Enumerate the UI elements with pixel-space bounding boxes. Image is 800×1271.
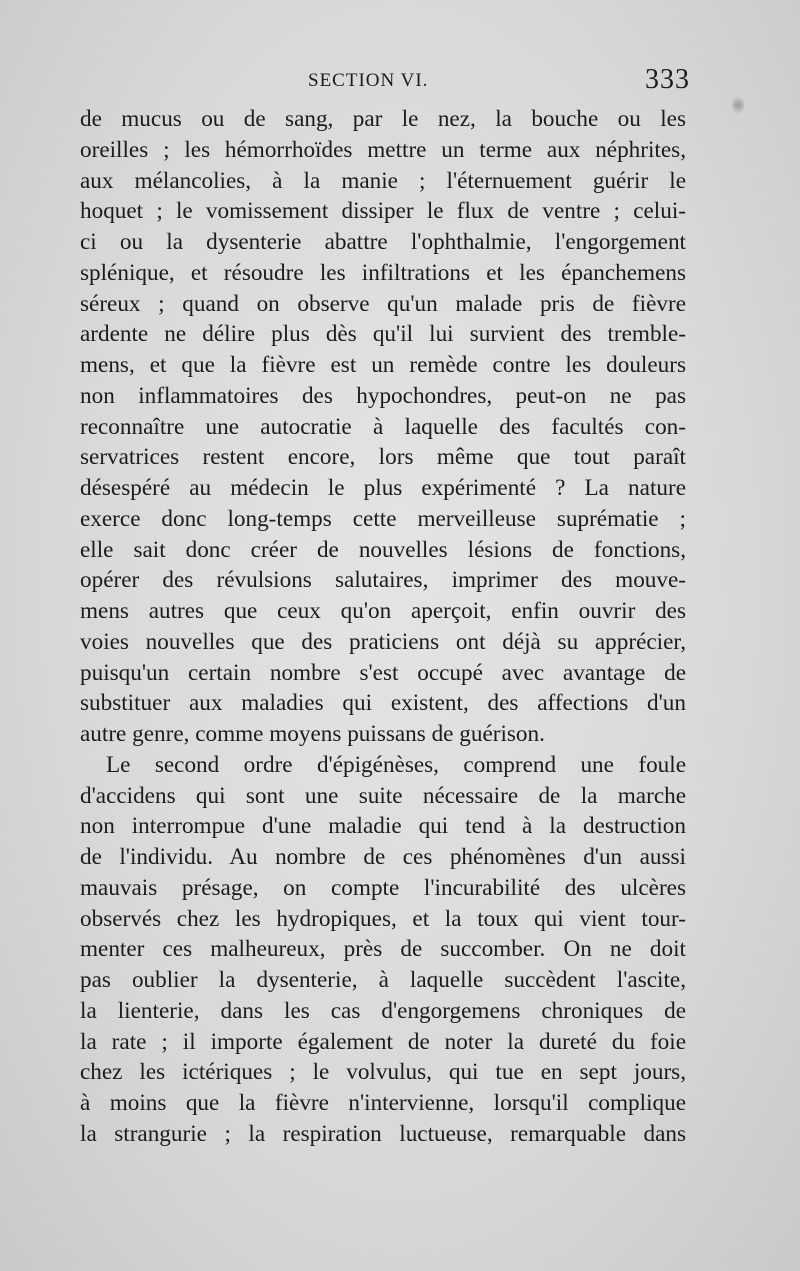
text-line: non interrompue d'une maladie qui tend à la destruction bbox=[80, 813, 686, 840]
text-line: substituer aux maladies qui existent, des affections d'un bbox=[80, 690, 686, 717]
text-line: ci ou la dysenterie abattre l'ophthalmie, l'engorgement bbox=[80, 229, 686, 255]
text-line: la strangurie ; la respiration luctueuse, remarquable dans bbox=[80, 1120, 686, 1147]
text-line: à moins que la fièvre n'intervienne, lorsqu'il complique bbox=[80, 1090, 686, 1116]
page-number: 333 bbox=[645, 64, 690, 95]
text-line: désespéré au médecin le plus expérimenté ? La nature bbox=[80, 475, 686, 501]
page-smudge bbox=[732, 96, 744, 114]
text-line: mens autres que ceux qu'on aperçoit, enfin ouvrir des bbox=[80, 598, 686, 624]
text-line: voies nouvelles que des praticiens ont déjà su apprécier, bbox=[80, 628, 686, 655]
text-line: la rate ; il importe également de noter la dureté du foie bbox=[80, 1028, 686, 1055]
paragraph-start-line: Le second ordre d'épigénèses, comprend une foule bbox=[106, 751, 686, 778]
running-title: SECTION VI. bbox=[308, 70, 429, 91]
text-line: mauvais présage, on compte l'incurabilité des ulcères bbox=[80, 874, 686, 901]
text-line: puisqu'un certain nombre s'est occupé avec avantage de bbox=[80, 659, 686, 686]
text-line: opérer des révulsions salutaires, imprimer des mouve- bbox=[80, 567, 686, 594]
text-line: menter ces malheureux, près de succomber. On ne doit bbox=[80, 936, 686, 963]
text-line: chez les ictériques ; le volvulus, qui tue en sept jours, bbox=[80, 1059, 686, 1086]
text-line: exerce donc long-temps cette merveilleuse suprématie ; bbox=[80, 505, 686, 532]
text-line: non inflammatoires des hypochondres, peut-on ne pas bbox=[80, 382, 686, 409]
text-line: d'accidens qui sont une suite nécessaire de la marche bbox=[80, 782, 686, 809]
page-header bbox=[80, 64, 690, 100]
paragraph-end-line: autre genre, comme moyens puissans de guérison. bbox=[80, 721, 545, 747]
text-line: hoquet ; le vomissement dissiper le flux de ventre ; celui- bbox=[80, 198, 686, 225]
text-line: pas oublier la dysenterie, à laquelle succèdent l'ascite, bbox=[80, 967, 686, 993]
text-line: de l'individu. Au nombre de ces phénomènes d'un aussi bbox=[80, 844, 686, 870]
text-line: splénique, et résoudre les infiltrations et les épanchemens bbox=[80, 259, 686, 286]
text-line: observés chez les hydropiques, et la toux qui vient tour- bbox=[80, 905, 686, 932]
text-line: oreilles ; les hémorrhoïdes mettre un terme aux néphrites, bbox=[80, 136, 686, 163]
text-line: elle sait donc créer de nouvelles lésions de fonctions, bbox=[80, 536, 686, 563]
text-line: séreux ; quand on observe qu'un malade pris de fièvre bbox=[80, 290, 686, 317]
body-text bbox=[80, 104, 686, 1150]
text-line: reconnaître une autocratie à laquelle des facultés con- bbox=[80, 413, 686, 440]
text-line: mens, et que la fièvre est un remède contre les douleurs bbox=[80, 352, 686, 378]
text-line: servatrices restent encore, lors même que tout paraît bbox=[80, 444, 686, 471]
text-line: la lienterie, dans les cas d'engorgemens chroniques de bbox=[80, 997, 686, 1024]
text-line: de mucus ou de sang, par le nez, la bouche ou les bbox=[80, 106, 686, 132]
text-line: aux mélancolies, à la manie ; l'éternuement guérir le bbox=[80, 167, 686, 194]
text-line: ardente ne délire plus dès qu'il lui survient des tremble- bbox=[80, 321, 686, 348]
